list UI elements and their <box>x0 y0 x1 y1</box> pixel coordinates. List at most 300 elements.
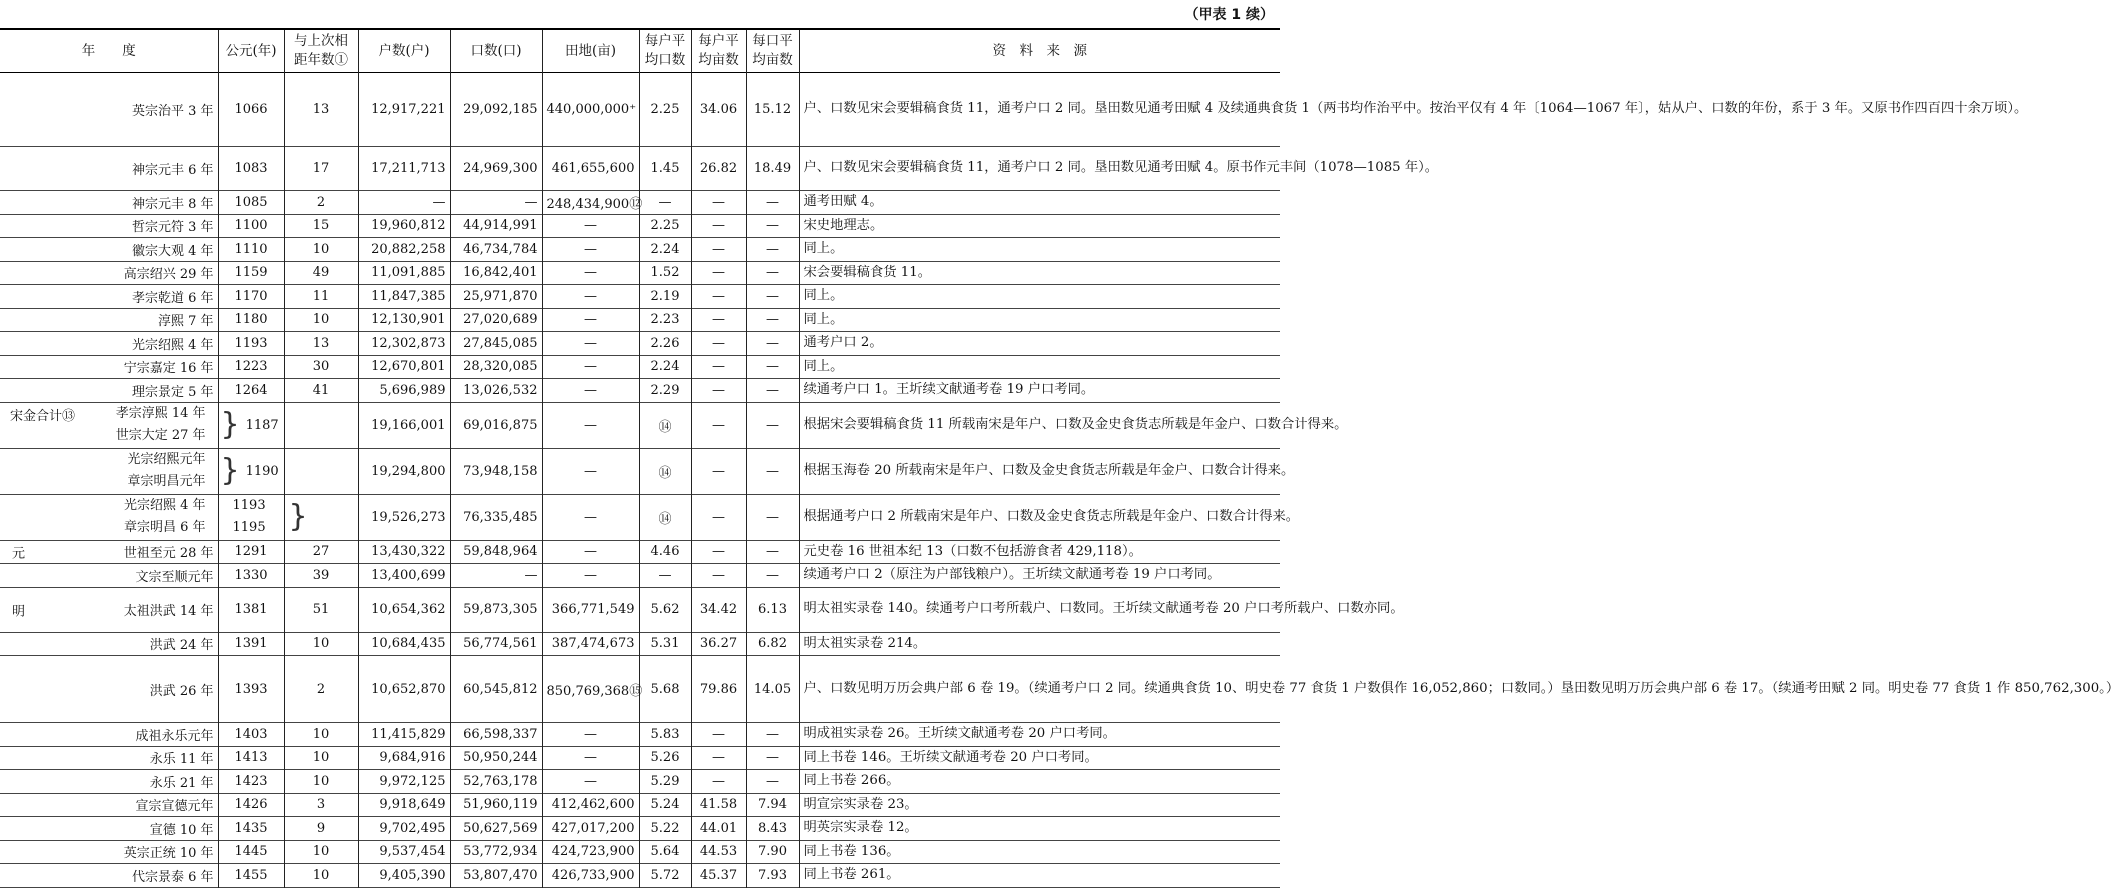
header-interval: 与上次相距年数① <box>284 29 358 73</box>
interval-cell: 10 <box>284 723 358 747</box>
year-cell <box>218 494 284 540</box>
year-cell <box>218 448 284 494</box>
land-per-capita-cell: — <box>746 332 799 356</box>
persons-per-household-cell: 5.62 <box>639 587 691 632</box>
table-row <box>0 587 1280 632</box>
land-per-household-cell: — <box>691 723 746 747</box>
source-cell: 明宣宗实录卷 23。 <box>799 793 1280 817</box>
persons-per-household-cell: — <box>639 191 691 215</box>
era-name: 英宗治平 3 年 <box>131 104 214 119</box>
year-cell: 1180 <box>218 308 284 332</box>
land-per-capita-cell: 6.13 <box>746 587 799 632</box>
interval-cell: 2 <box>284 656 358 723</box>
interval-cell: 10 <box>284 308 358 332</box>
households-cell: 12,302,873 <box>358 332 450 356</box>
land-per-household-cell: 34.06 <box>691 73 746 147</box>
dynasty-label-ming: 明 <box>12 604 26 619</box>
land-cell: 461,655,600 <box>542 147 639 191</box>
land-per-capita-cell: 15.12 <box>746 73 799 147</box>
households-cell: 10,652,870 <box>358 656 450 723</box>
land-per-capita-cell: — <box>746 746 799 770</box>
era-name: 世祖至元 28 年 <box>123 546 214 562</box>
era-cell <box>0 238 218 262</box>
dynasty-label-yuan: 元 <box>12 546 26 562</box>
year-value: 1195 <box>232 520 266 535</box>
land-per-household-cell: — <box>691 564 746 588</box>
source-cell: 户、口数见明万历会典户部 6 卷 19。（续通考户口 2 同。续通典食货 10、明史卷 77 食货 1 户数俱作 16,052,860；口数同。）垦田数见明万历会典户部 6 卷 17。（续通考田赋 2 同。明史卷 77 食货 1 作 850,762,300。） <box>799 656 1280 723</box>
interval-cell <box>284 402 358 448</box>
year-cell: 1264 <box>218 379 284 403</box>
land-per-capita-cell: — <box>746 379 799 403</box>
era-name: 光宗绍熙元年 <box>127 451 206 467</box>
households-cell: 12,917,221 <box>358 73 450 147</box>
table-row <box>0 379 1280 403</box>
interval-cell: 2 <box>284 191 358 215</box>
population-table <box>0 28 2119 888</box>
era-name: 宣宗宣德元年 <box>135 799 214 815</box>
land-per-capita-cell: — <box>746 308 799 332</box>
persons-per-household-cell: 5.31 <box>639 632 691 656</box>
population-cell: 60,545,812 <box>450 656 542 723</box>
table-row <box>0 285 1280 309</box>
header-population: 口数(口) <box>450 29 542 73</box>
population-cell: 16,842,401 <box>450 261 542 285</box>
land-per-household-cell: — <box>691 332 746 356</box>
era-name: 洪武 24 年 <box>149 638 214 654</box>
source-cell: 同上书卷 261。 <box>799 864 1280 888</box>
land-cell: — <box>542 285 639 309</box>
land-per-household-cell: 41.58 <box>691 793 746 817</box>
households-cell: 12,130,901 <box>358 308 450 332</box>
population-cell: 28,320,085 <box>450 355 542 379</box>
era-cell <box>0 564 218 588</box>
interval-cell: 17 <box>284 147 358 191</box>
era-name: 宣德 10 年 <box>149 822 214 838</box>
persons-per-household-cell: 1.52 <box>639 261 691 285</box>
year-cell: 1110 <box>218 238 284 262</box>
table-caption: （甲表 1 续） <box>1184 7 1274 23</box>
era-name: 成祖永乐元年 <box>135 728 214 744</box>
table-row <box>0 494 1280 540</box>
interval-cell: 10 <box>284 746 358 770</box>
households-cell: 13,430,322 <box>358 540 450 564</box>
persons-per-household-cell: 5.68 <box>639 656 691 723</box>
interval-cell: 13 <box>284 332 358 356</box>
year-cell: 1085 <box>218 191 284 215</box>
households-cell: 12,670,801 <box>358 355 450 379</box>
table-row <box>0 864 1280 888</box>
land-per-household-cell: — <box>691 285 746 309</box>
land-cell: — <box>542 540 639 564</box>
era-name: 神宗元丰 8 年 <box>131 196 214 212</box>
population-cell: 29,092,185 <box>450 73 542 147</box>
era-cell <box>0 793 218 817</box>
table-row <box>0 73 1280 147</box>
era-cell <box>0 448 218 494</box>
interval-cell <box>284 448 358 494</box>
population-cell: 51,960,119 <box>450 793 542 817</box>
households-cell: 10,654,362 <box>358 587 450 632</box>
table-row <box>0 540 1280 564</box>
era-name: 哲宗元符 3 年 <box>131 220 214 236</box>
table-row <box>0 723 1280 747</box>
persons-per-household-cell: 5.26 <box>639 746 691 770</box>
era-cell <box>0 308 218 332</box>
year-cell <box>218 402 284 448</box>
era-cell <box>0 214 218 238</box>
table-row <box>0 448 1280 494</box>
land-per-household-cell: — <box>691 746 746 770</box>
source-cell: 同上。 <box>799 285 1280 309</box>
source-cell: 同上。 <box>799 308 1280 332</box>
persons-per-household-cell: 2.25 <box>639 214 691 238</box>
era-name: 世宗大定 27 年 <box>115 428 206 443</box>
persons-per-household-cell: 5.64 <box>639 840 691 864</box>
table-row <box>0 564 1280 588</box>
households-cell: 11,091,885 <box>358 261 450 285</box>
persons-per-household-cell: ⑭ <box>639 402 691 448</box>
interval-cell: 10 <box>284 864 358 888</box>
interval-cell: 51 <box>284 587 358 632</box>
households-cell: 9,684,916 <box>358 746 450 770</box>
population-cell: 44,914,991 <box>450 214 542 238</box>
interval-cell: 15 <box>284 214 358 238</box>
era-name: 孝宗乾道 6 年 <box>131 290 214 306</box>
land-per-household-cell: — <box>691 191 746 215</box>
year-cell: 1445 <box>218 840 284 864</box>
interval-cell: 11 <box>284 285 358 309</box>
era-name: 英宗正统 10 年 <box>123 846 214 862</box>
land-per-household-cell: — <box>691 379 746 403</box>
era-name: 神宗元丰 6 年 <box>131 163 214 178</box>
era-cell <box>0 379 218 403</box>
era-cell <box>0 73 218 147</box>
land-cell: — <box>542 238 639 262</box>
households-cell: 9,972,125 <box>358 770 450 794</box>
source-cell: 宋史地理志。 <box>799 214 1280 238</box>
population-cell: 27,845,085 <box>450 332 542 356</box>
source-cell: 明成祖实录卷 26。王圻续文献通考卷 20 户口考同。 <box>799 723 1280 747</box>
land-cell: — <box>542 402 639 448</box>
era-name: 洪武 26 年 <box>149 683 214 699</box>
era-cell <box>0 355 218 379</box>
land-cell: 412,462,600 <box>542 793 639 817</box>
land-per-capita-cell: — <box>746 238 799 262</box>
land-per-household-cell: — <box>691 355 746 379</box>
population-cell: 73,948,158 <box>450 448 542 494</box>
brace-icon: } <box>220 453 240 488</box>
table-row <box>0 817 1280 841</box>
population-cell: 59,848,964 <box>450 540 542 564</box>
land-per-household-cell: — <box>691 770 746 794</box>
table-row <box>0 355 1280 379</box>
persons-per-household-cell: ⑭ <box>639 448 691 494</box>
households-cell: 19,294,800 <box>358 448 450 494</box>
land-per-capita-cell: 8.43 <box>746 817 799 841</box>
header-source: 资 料 来 源 <box>799 29 1280 73</box>
households-cell: 19,526,273 <box>358 494 450 540</box>
era-name: 太祖洪武 14 年 <box>123 604 214 619</box>
households-cell: 9,702,495 <box>358 817 450 841</box>
land-cell: — <box>542 379 639 403</box>
land-per-capita-cell: 14.05 <box>746 656 799 723</box>
land-per-household-cell: — <box>691 308 746 332</box>
header-land-per-capita: 每口平均亩数 <box>746 29 799 73</box>
year-value: 1190 <box>245 463 279 479</box>
era-cell <box>0 632 218 656</box>
era-name: 章宗明昌元年 <box>127 474 206 489</box>
dynasty-label-song-jin: 宋金合计⑬ <box>10 408 76 424</box>
land-per-household-cell: — <box>691 238 746 262</box>
interval-cell: 41 <box>284 379 358 403</box>
interval-cell: 27 <box>284 540 358 564</box>
persons-per-household-cell: 5.72 <box>639 864 691 888</box>
header-land: 田地(亩) <box>542 29 639 73</box>
source-cell: 明太祖实录卷 140。续通考户口考所载户、口数同。王圻续文献通考卷 20 户口考所载户、口数亦同。 <box>799 587 1280 632</box>
header-year: 公元(年) <box>218 29 284 73</box>
land-cell: — <box>542 770 639 794</box>
year-cell: 1393 <box>218 656 284 723</box>
header-row <box>0 29 1280 73</box>
year-value: 1187 <box>245 417 279 433</box>
interval-cell: 10 <box>284 840 358 864</box>
year-cell: 1413 <box>218 746 284 770</box>
land-per-capita-cell: — <box>746 261 799 285</box>
era-name: 代宗景泰 6 年 <box>131 869 214 885</box>
land-per-capita-cell: — <box>746 285 799 309</box>
population-cell: 25,971,870 <box>450 285 542 309</box>
land-per-household-cell: 45.37 <box>691 864 746 888</box>
table-row <box>0 238 1280 262</box>
land-per-capita-cell: — <box>746 494 799 540</box>
households-cell: 20,882,258 <box>358 238 450 262</box>
households-cell: 13,400,699 <box>358 564 450 588</box>
era-cell <box>0 817 218 841</box>
era-cell <box>0 864 218 888</box>
land-cell: 248,434,900⑫ <box>542 191 639 215</box>
era-cell <box>0 147 218 191</box>
persons-per-household-cell: 2.24 <box>639 238 691 262</box>
year-value: 1193 <box>232 497 266 513</box>
land-per-capita-cell: — <box>746 770 799 794</box>
interval-cell: 10 <box>284 770 358 794</box>
persons-per-household-cell: 2.29 <box>639 379 691 403</box>
land-per-household-cell: — <box>691 214 746 238</box>
source-cell: 根据宋会要辑稿食货 11 所载南宋是年户、口数及金史食货志所载是年金户、口数合计得来。 <box>799 402 1280 448</box>
table-row <box>0 793 1280 817</box>
source-cell: 明英宗实录卷 12。 <box>799 817 1280 841</box>
population-cell: 27,020,689 <box>450 308 542 332</box>
era-cell <box>0 656 218 723</box>
population-cell: 52,763,178 <box>450 770 542 794</box>
population-cell: 24,969,300 <box>450 147 542 191</box>
persons-per-household-cell: ⑭ <box>639 494 691 540</box>
era-name: 淳熙 7 年 <box>157 314 214 330</box>
source-cell: 同上书卷 266。 <box>799 770 1280 794</box>
households-cell: — <box>358 191 450 215</box>
land-per-capita-cell: — <box>746 355 799 379</box>
households-cell: 11,847,385 <box>358 285 450 309</box>
era-name: 孝宗淳熙 14 年 <box>115 405 206 421</box>
land-cell: — <box>542 214 639 238</box>
land-cell: — <box>542 355 639 379</box>
households-cell: 17,211,713 <box>358 147 450 191</box>
table-row <box>0 147 1280 191</box>
land-cell: 387,474,673 <box>542 632 639 656</box>
table-row <box>0 632 1280 656</box>
population-cell: 66,598,337 <box>450 723 542 747</box>
year-cell: 1223 <box>218 355 284 379</box>
population-cell: 76,335,485 <box>450 494 542 540</box>
persons-per-household-cell: 4.46 <box>639 540 691 564</box>
land-per-capita-cell: — <box>746 191 799 215</box>
households-cell: 9,405,390 <box>358 864 450 888</box>
era-name: 理宗景定 5 年 <box>131 384 214 400</box>
population-cell: 46,734,784 <box>450 238 542 262</box>
land-per-capita-cell: 7.94 <box>746 793 799 817</box>
table-row <box>0 332 1280 356</box>
year-cell: 1083 <box>218 147 284 191</box>
interval-cell: 30 <box>284 355 358 379</box>
year-cell: 1423 <box>218 770 284 794</box>
source-cell: 通考户口 2。 <box>799 332 1280 356</box>
households-cell: 9,918,649 <box>358 793 450 817</box>
table-row <box>0 746 1280 770</box>
era-cell <box>0 261 218 285</box>
source-cell: 通考田赋 4。 <box>799 191 1280 215</box>
interval-cell: 10 <box>284 632 358 656</box>
persons-per-household-cell: 2.23 <box>639 308 691 332</box>
population-cell: 50,627,569 <box>450 817 542 841</box>
households-cell: 5,696,989 <box>358 379 450 403</box>
era-name: 章宗明昌 6 年 <box>123 520 206 535</box>
year-cell: 1435 <box>218 817 284 841</box>
source-cell: 户、口数见宋会要辑稿食货 11，通考户口 2 同。垦田数见通考田赋 4。原书作元丰间（1078—1085 年）。 <box>799 147 1280 191</box>
land-per-capita-cell: 7.90 <box>746 840 799 864</box>
land-per-household-cell: 44.53 <box>691 840 746 864</box>
persons-per-household-cell: 2.26 <box>639 332 691 356</box>
land-cell: 426,733,900 <box>542 864 639 888</box>
era-name: 宁宗嘉定 16 年 <box>123 361 214 377</box>
era-name: 高宗绍兴 29 年 <box>123 267 214 283</box>
population-cell: 53,807,470 <box>450 864 542 888</box>
persons-per-household-cell: 5.83 <box>639 723 691 747</box>
year-cell: 1193 <box>218 332 284 356</box>
era-cell <box>0 285 218 309</box>
land-per-capita-cell: — <box>746 448 799 494</box>
era-cell <box>0 746 218 770</box>
interval-cell: 9 <box>284 817 358 841</box>
year-cell: 1381 <box>218 587 284 632</box>
land-per-capita-cell: 7.93 <box>746 864 799 888</box>
population-cell: 69,016,875 <box>450 402 542 448</box>
table-row <box>0 308 1280 332</box>
land-per-household-cell: 26.82 <box>691 147 746 191</box>
land-per-capita-cell: — <box>746 402 799 448</box>
population-cell: 59,873,305 <box>450 587 542 632</box>
year-cell: 1159 <box>218 261 284 285</box>
source-cell: 同上书卷 136。 <box>799 840 1280 864</box>
year-cell: 1426 <box>218 793 284 817</box>
land-per-household-cell: 44.01 <box>691 817 746 841</box>
era-cell <box>0 587 218 632</box>
table-row <box>0 214 1280 238</box>
persons-per-household-cell: 5.24 <box>639 793 691 817</box>
era-cell <box>0 770 218 794</box>
source-cell: 元史卷 16 世祖本纪 13（口数不包括游食者 429,118）。 <box>799 540 1280 564</box>
land-cell: — <box>542 332 639 356</box>
year-cell: 1170 <box>218 285 284 309</box>
households-cell: 11,415,829 <box>358 723 450 747</box>
era-name: 光宗绍熙 4 年 <box>123 497 206 513</box>
land-cell: — <box>542 746 639 770</box>
source-cell: 根据通考户口 2 所载南宋是年户、口数及金史食货志所载是年金户、口数合计得来。 <box>799 494 1280 540</box>
households-cell: 10,684,435 <box>358 632 450 656</box>
era-cell <box>0 332 218 356</box>
land-cell: 440,000,000⁺ <box>542 73 639 147</box>
source-cell: 根据玉海卷 20 所载南宋是年户、口数及金史食货志所载是年金户、口数合计得来。 <box>799 448 1280 494</box>
source-cell: 同上书卷 146。王圻续文献通考卷 20 户口考同。 <box>799 746 1280 770</box>
land-per-capita-cell: 18.49 <box>746 147 799 191</box>
era-cell <box>0 840 218 864</box>
source-cell: 续通考户口 2（原注为户部钱粮户）。王圻续文献通考卷 19 户口考同。 <box>799 564 1280 588</box>
source-cell: 明太祖实录卷 214。 <box>799 632 1280 656</box>
source-cell: 宋会要辑稿食货 11。 <box>799 261 1280 285</box>
households-cell: 19,166,001 <box>358 402 450 448</box>
persons-per-household-cell: 2.24 <box>639 355 691 379</box>
land-per-capita-cell: — <box>746 540 799 564</box>
source-cell: 续通考户口 1。王圻续文献通考卷 19 户口考同。 <box>799 379 1280 403</box>
households-cell: 9,537,454 <box>358 840 450 864</box>
land-cell: — <box>542 308 639 332</box>
table-row <box>0 261 1280 285</box>
persons-per-household-cell: 2.19 <box>639 285 691 309</box>
era-cell <box>0 723 218 747</box>
land-cell: 366,771,549 <box>542 587 639 632</box>
persons-per-household-cell: 5.29 <box>639 770 691 794</box>
interval-cell: 49 <box>284 261 358 285</box>
land-cell: — <box>542 564 639 588</box>
era-cell <box>0 494 218 540</box>
year-cell: 1391 <box>218 632 284 656</box>
source-cell: 同上。 <box>799 238 1280 262</box>
era-cell <box>0 191 218 215</box>
population-cell: — <box>450 191 542 215</box>
population-cell: 53,772,934 <box>450 840 542 864</box>
land-cell: 427,017,200 <box>542 817 639 841</box>
source-cell: 户、口数见宋会要辑稿食货 11，通考户口 2 同。垦田数见通考田赋 4 及续通典食货 1（两书均作治平中。按治平仅有 4 年〔1064—1067 年〕，姑从户、口数的年份，系于 3 年。又原书作四百四十余万顷）。 <box>799 73 1280 147</box>
table-row <box>0 656 1280 723</box>
interval-cell: 3 <box>284 793 358 817</box>
persons-per-household-cell: — <box>639 564 691 588</box>
land-cell: 850,769,368⑮ <box>542 656 639 723</box>
population-cell: 50,950,244 <box>450 746 542 770</box>
year-cell: 1330 <box>218 564 284 588</box>
land-cell: — <box>542 261 639 285</box>
population-cell: 13,026,532 <box>450 379 542 403</box>
land-cell: 424,723,900 <box>542 840 639 864</box>
table-row <box>0 840 1280 864</box>
households-cell: 19,960,812 <box>358 214 450 238</box>
land-per-household-cell: — <box>691 448 746 494</box>
year-cell: 1100 <box>218 214 284 238</box>
era-name: 永乐 11 年 <box>149 752 214 768</box>
brace-icon: } <box>288 499 308 534</box>
brace-icon: } <box>220 407 240 442</box>
header-households: 户数(户) <box>358 29 450 73</box>
persons-per-household-cell: 1.45 <box>639 147 691 191</box>
interval-cell: 10 <box>284 238 358 262</box>
